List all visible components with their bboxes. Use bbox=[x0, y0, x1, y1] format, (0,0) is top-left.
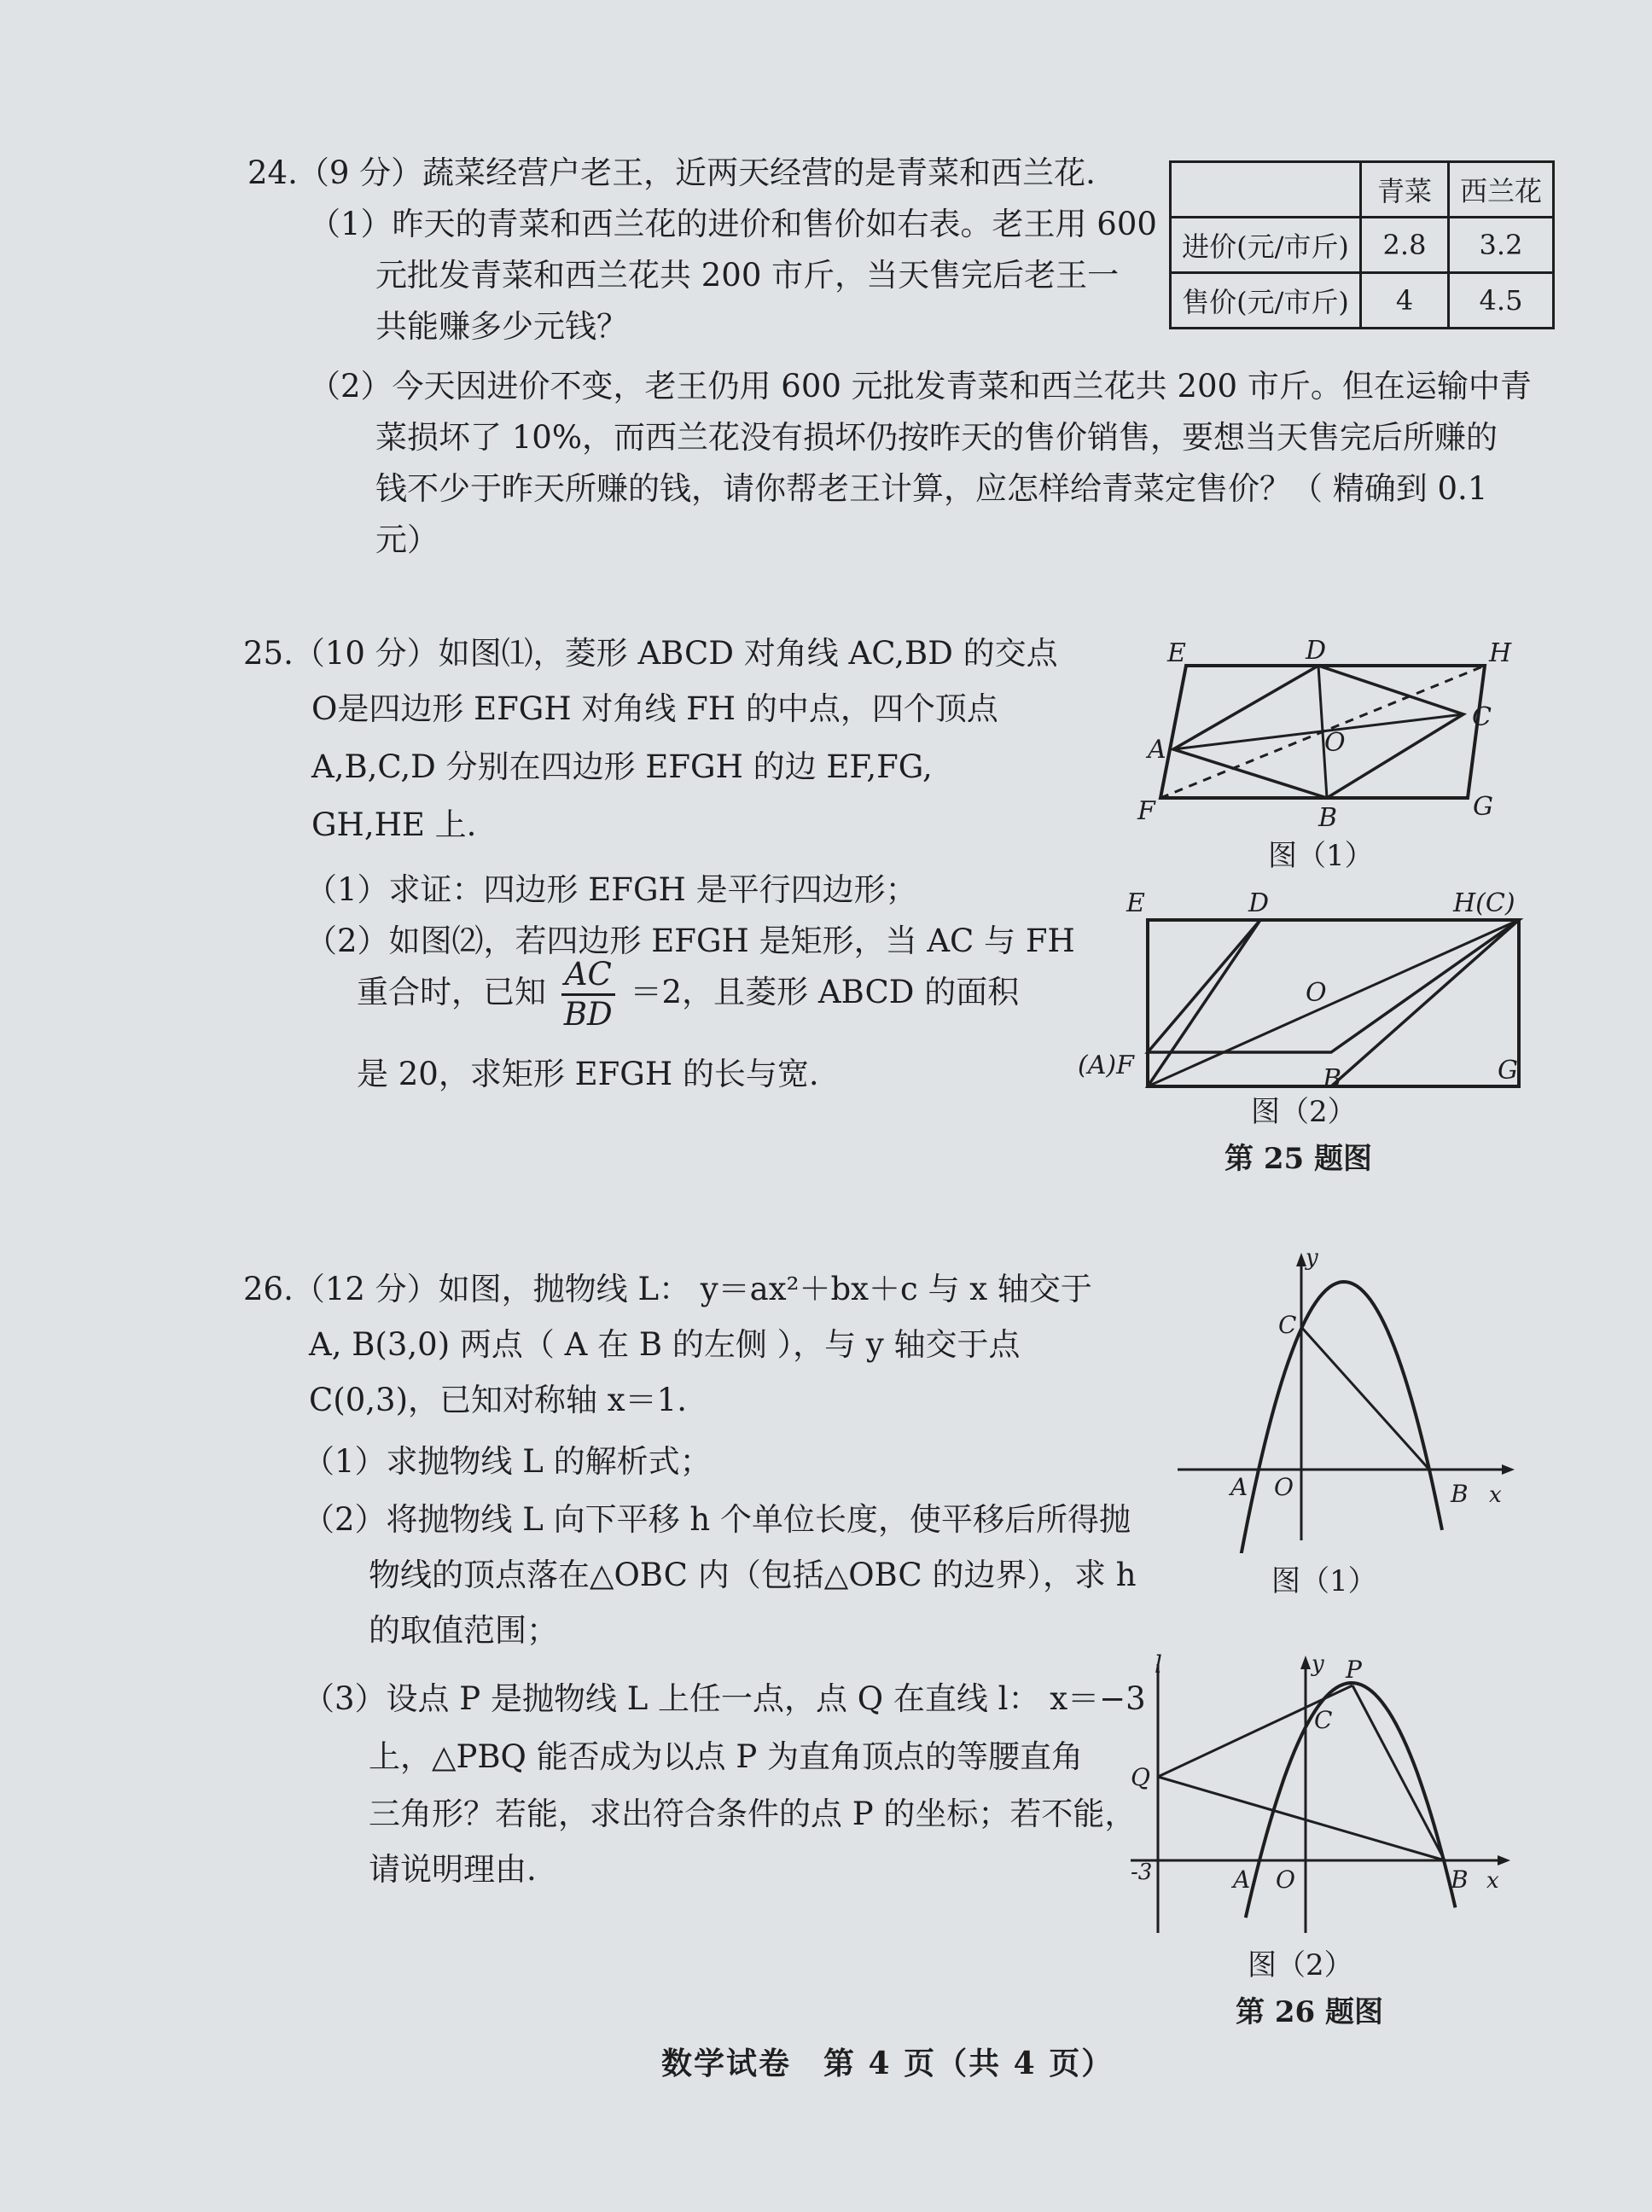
label-e: E bbox=[1126, 888, 1145, 918]
q24-part2-line2: 菜损坏了 10%，而西兰花没有损坏仍按昨天的售价销售，要想当天售完后所赚的 bbox=[375, 419, 1498, 456]
rhombus-abcd bbox=[1148, 920, 1519, 1052]
table-row bbox=[1171, 273, 1554, 329]
label-o: O bbox=[1324, 728, 1346, 758]
label-c: C bbox=[1472, 702, 1492, 732]
q24-part1-line3: 共能赚多少元钱？ bbox=[375, 308, 628, 345]
q26-part1: （1）求抛物线 L 的解析式； bbox=[303, 1443, 712, 1480]
q24-part2-line1: （2）今天因进价不变，老王仍用 600 元批发青菜和西兰花共 200 市斤。但在运输中青 bbox=[309, 368, 1532, 405]
q24-part1-line2: 元批发青菜和西兰花共 200 市斤，当天售完后老王一 bbox=[375, 257, 1120, 294]
label-b: B bbox=[1318, 803, 1338, 828]
label-b: B bbox=[1323, 1064, 1342, 1091]
y-axis-arrow-icon bbox=[1300, 1656, 1311, 1669]
label-x: x bbox=[1486, 1868, 1499, 1894]
q26-line1: 26.（12 分）如图，抛物线 L： y＝ax²＋bx＋c 与 x 轴交于 bbox=[243, 1271, 1092, 1307]
table-row bbox=[1171, 218, 1554, 273]
label-a: A bbox=[1230, 1473, 1248, 1501]
fraction-numerator: AC bbox=[561, 956, 615, 996]
table-header-cell bbox=[1171, 162, 1361, 218]
q26-fig2-caption: 图（2） bbox=[1248, 1948, 1353, 1982]
label-af: (A)F bbox=[1078, 1051, 1134, 1080]
label-e: E bbox=[1167, 638, 1186, 668]
table-cell: 售价(元/市斤) bbox=[1171, 273, 1361, 329]
q25-figure-2 bbox=[1071, 886, 1532, 1091]
table-cell: 进价(元/市斤) bbox=[1171, 218, 1361, 273]
q26-part3-line1: （3）设点 P 是抛物线 L 上任一点，点 Q 在直线 l： x＝−3 bbox=[303, 1680, 1146, 1717]
q26-part3-line3: 三角形？若能，求出符合条件的点 P 的坐标；若不能， bbox=[369, 1796, 1137, 1832]
label-a: A bbox=[1148, 735, 1166, 765]
label-b: B bbox=[1451, 1866, 1469, 1894]
table-header-cell: 青菜 bbox=[1361, 162, 1449, 218]
q26-figure-1 bbox=[1169, 1246, 1527, 1553]
q25-fig1-caption: 图（1） bbox=[1268, 839, 1374, 873]
label-p: P bbox=[1346, 1656, 1362, 1684]
q26-part3-line2: 上，△PBQ 能否成为以点 P 为直角顶点的等腰直角 bbox=[369, 1738, 1084, 1775]
q25-part1: （1）求证：四边形 EFGH 是平行四边形； bbox=[305, 871, 917, 908]
q25-line1: 25.（10 分）如图⑴，菱形 ABCD 对角线 AC,BD 的交点 bbox=[243, 635, 1058, 672]
q25-figure-1 bbox=[1135, 632, 1527, 828]
table-cell: 2.8 bbox=[1361, 218, 1449, 273]
label-a: A bbox=[1233, 1866, 1251, 1894]
q25-part2-line2 bbox=[357, 956, 1019, 1033]
q26-part2-line2: 物线的顶点落在△OBC 内（包括△OBC 的边界），求 h bbox=[369, 1557, 1137, 1593]
label-d: D bbox=[1248, 888, 1270, 918]
label-d: D bbox=[1306, 636, 1327, 666]
table-cell: 3.2 bbox=[1449, 218, 1554, 273]
q26-part2-line3: 的取值范围； bbox=[369, 1612, 558, 1649]
table-header-row bbox=[1171, 162, 1554, 218]
q24-part2-line4: 元） bbox=[375, 521, 439, 558]
q26-fig1-caption: 图（1） bbox=[1271, 1564, 1377, 1598]
label-q: Q bbox=[1131, 1763, 1150, 1791]
q25-part2-line1: （2）如图⑵，若四边形 EFGH 是矩形，当 AC 与 FH bbox=[305, 923, 1075, 959]
q25-figure-group-caption: 第 25 题图 bbox=[1224, 1142, 1372, 1176]
label-hc: H(C) bbox=[1453, 888, 1515, 918]
q25-fig2-caption: 图（2） bbox=[1251, 1095, 1357, 1129]
q26-figure-2 bbox=[1114, 1647, 1523, 1937]
q25-line3: A,B,C,D 分别在四边形 EFGH 的边 EF,FG, bbox=[311, 748, 933, 785]
q24-part1-line1: （1）昨天的青菜和西兰花的进价和售价如右表。老王用 600 bbox=[309, 206, 1157, 242]
q26-line3: C(0,3)，已知对称轴 x＝1. bbox=[309, 1382, 687, 1418]
label-g: G bbox=[1498, 1056, 1518, 1086]
label-c: C bbox=[1278, 1311, 1297, 1339]
q24-heading: 24.（9 分）蔬菜经营户老王，近两天经营的是青菜和西兰花. bbox=[247, 154, 1096, 191]
label-l: l bbox=[1155, 1650, 1162, 1679]
q24-part2-line3: 钱不少于昨天所赚的钱，请你帮老王计算，应怎样给青菜定售价？（ 精确到 0.1 bbox=[375, 470, 1488, 507]
label-o: O bbox=[1274, 1473, 1294, 1501]
label-y: y bbox=[1312, 1651, 1324, 1677]
segment-pb bbox=[1352, 1685, 1445, 1860]
x-axis-arrow-icon bbox=[1502, 1464, 1515, 1475]
q25-line4: GH,HE 上. bbox=[311, 806, 477, 843]
parabola-l bbox=[1237, 1282, 1442, 1553]
price-table bbox=[1169, 160, 1555, 329]
q25-part2-text-b: ＝2，且菱形 ABCD 的面积 bbox=[630, 974, 1020, 1010]
label-g: G bbox=[1473, 792, 1493, 822]
label-minus3: -3 bbox=[1131, 1860, 1153, 1885]
label-c: C bbox=[1314, 1706, 1333, 1734]
q26-figure-group-caption: 第 26 题图 bbox=[1236, 1995, 1383, 2029]
label-x: x bbox=[1489, 1482, 1502, 1508]
segment-qb bbox=[1158, 1777, 1445, 1860]
label-y: y bbox=[1306, 1246, 1318, 1271]
label-b: B bbox=[1451, 1480, 1469, 1508]
table-cell: 4 bbox=[1361, 273, 1449, 329]
q25-part2-line3: 是 20，求矩形 EFGH 的长与宽. bbox=[357, 1056, 819, 1092]
label-o: O bbox=[1276, 1866, 1295, 1894]
table-cell: 4.5 bbox=[1449, 273, 1554, 329]
diagonal-ac bbox=[1173, 714, 1463, 749]
q26-part2-line1: （2）将抛物线 L 向下平移 h 个单位长度，使平移后所得抛 bbox=[303, 1501, 1131, 1538]
fraction-denominator: BD bbox=[563, 996, 613, 1033]
q26-line2: A, B(3,0) 两点（ A 在 B 的左侧 ），与 y 轴交于点 bbox=[309, 1326, 1021, 1363]
label-h: H bbox=[1489, 638, 1512, 668]
q26-part3-line4: 请说明理由. bbox=[369, 1851, 537, 1888]
q25-line2: O是四边形 EFGH 对角线 FH 的中点，四个顶点 bbox=[311, 690, 998, 727]
x-axis-arrow-icon bbox=[1498, 1855, 1510, 1866]
label-f: F bbox=[1137, 796, 1155, 826]
table-header-cell: 西兰花 bbox=[1449, 162, 1554, 218]
q25-part2-text-a: 重合时，已知 bbox=[357, 974, 546, 1010]
page-footer: 数学试卷 第 4 页（共 4 页） bbox=[661, 2046, 1114, 2081]
ratio-fraction bbox=[561, 956, 615, 1033]
label-o: O bbox=[1306, 978, 1327, 1008]
